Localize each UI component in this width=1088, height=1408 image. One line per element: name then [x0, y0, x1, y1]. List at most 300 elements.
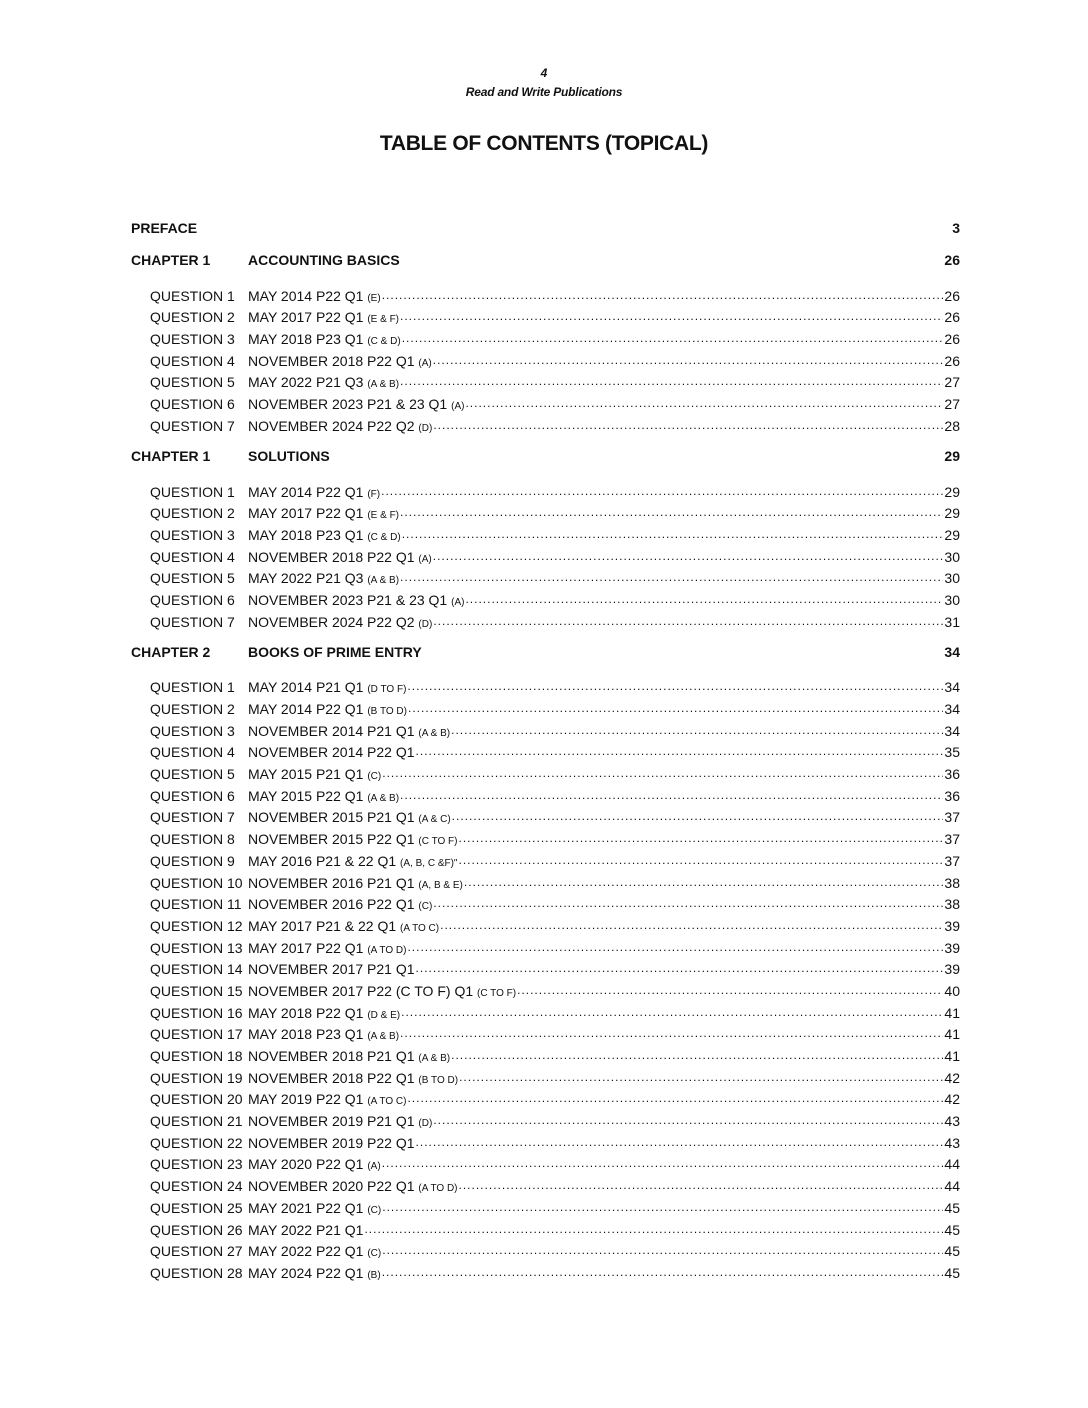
dot-leader: [459, 1178, 944, 1194]
question-page: 36: [944, 787, 960, 804]
table-of-contents: [131, 218, 960, 1281]
question-title: [248, 309, 399, 325]
question-page: 29: [944, 505, 960, 522]
question-parts: (C & D): [367, 531, 401, 543]
question-number: QUESTION 7: [150, 417, 235, 434]
toc-question-entry[interactable]: [131, 782, 960, 804]
question-source: NOVEMBER 2015 P22 Q1: [248, 831, 415, 848]
question-source: NOVEMBER 2019 P22 Q1: [248, 1134, 415, 1151]
chapter-name: ACCOUNTING BASICS: [248, 252, 400, 268]
question-number: QUESTION 9: [150, 852, 235, 869]
question-page: 43: [944, 1113, 960, 1130]
question-number: QUESTION 12: [150, 917, 243, 934]
question-source: MAY 2024 P22 Q1: [248, 1264, 364, 1281]
question-parts: (D): [418, 1118, 433, 1130]
dot-leader: [458, 853, 943, 869]
toc-question-entry[interactable]: [131, 304, 960, 326]
question-source: MAY 2021 P22 Q1: [248, 1199, 364, 1216]
question-page: 41: [944, 1048, 960, 1064]
question-number: QUESTION 13: [150, 939, 243, 956]
question-page: 38: [944, 896, 960, 913]
question-title: [248, 1156, 381, 1172]
question-parts: (A): [367, 1161, 381, 1173]
question-source: MAY 2022 P21 Q1: [248, 1221, 364, 1238]
chapter-page: 34: [944, 643, 960, 660]
chapter-number: CHAPTER 2: [131, 643, 211, 660]
question-source: NOVEMBER 2018 P21 Q1: [248, 1048, 415, 1064]
question-page: 29: [944, 483, 960, 500]
question-number: QUESTION 7: [150, 809, 235, 826]
dot-leader: [400, 374, 943, 390]
toc-question-entry[interactable]: [131, 869, 960, 891]
question-title: [248, 1070, 458, 1086]
question-title: [248, 288, 381, 304]
question-title: [248, 766, 381, 782]
dot-leader: [382, 1243, 943, 1259]
question-number: QUESTION 1: [150, 679, 235, 696]
question-parts: (C TO F): [418, 836, 458, 848]
preface-label: PREFACE: [131, 220, 198, 236]
toc-question-entry[interactable]: [131, 412, 960, 434]
question-source: NOVEMBER 2015 P21 Q1: [248, 809, 415, 826]
question-source: MAY 2022 P22 Q1: [248, 1243, 364, 1260]
question-page: 34: [944, 722, 960, 739]
question-number: QUESTION 3: [150, 331, 235, 348]
question-parts: (E & F): [367, 510, 400, 522]
question-parts: (A TO D): [367, 944, 407, 956]
question-title: [248, 1135, 415, 1151]
dot-leader: [407, 940, 943, 956]
question-page: 26: [944, 309, 960, 326]
question-source: NOVEMBER 2018 P22 Q1: [248, 548, 415, 565]
question-source: MAY 2018 P23 Q1: [248, 1026, 364, 1043]
question-page: 45: [944, 1264, 960, 1281]
question-number: QUESTION 6: [150, 396, 235, 413]
question-source: MAY 2014 P22 Q1: [248, 287, 364, 304]
question-title: [248, 1243, 381, 1259]
question-source: MAY 2022 P21 Q3: [248, 570, 364, 587]
toc-question-entry[interactable]: [131, 565, 960, 587]
question-number: QUESTION 6: [150, 787, 235, 804]
spacer: [131, 630, 960, 642]
question-page: 34: [944, 679, 960, 696]
question-page: 42: [944, 1091, 960, 1108]
dot-leader: [382, 766, 943, 782]
question-parts: (F): [367, 488, 381, 500]
toc-question-entry[interactable]: [131, 804, 960, 826]
question-source: NOVEMBER 2019 P21 Q1: [248, 1113, 415, 1130]
question-page: 42: [944, 1069, 960, 1086]
question-page: 29: [944, 526, 960, 543]
question-title: [248, 918, 439, 934]
toc-question-entry[interactable]: [131, 521, 960, 543]
question-title: [248, 744, 415, 760]
question-title: [248, 614, 432, 630]
preface-page: 3: [952, 220, 960, 236]
question-number: QUESTION 1: [150, 483, 235, 500]
spacer: [131, 662, 960, 674]
question-number: QUESTION 15: [150, 982, 243, 999]
toc-question-entry[interactable]: [131, 347, 960, 369]
question-page: 39: [944, 939, 960, 956]
question-title: [248, 853, 457, 869]
question-source: MAY 2017 P22 Q1: [248, 939, 364, 956]
question-title: [248, 570, 399, 586]
toc-question-entry[interactable]: [131, 695, 960, 717]
spacer: [131, 466, 960, 478]
question-title: [248, 1178, 458, 1194]
question-page: 44: [944, 1178, 960, 1195]
question-number: QUESTION 6: [150, 591, 235, 608]
question-page: 30: [944, 548, 960, 565]
question-number: QUESTION 25: [150, 1199, 243, 1216]
question-parts: (A TO C): [400, 922, 440, 934]
question-source: NOVEMBER 2017 P22 (C TO F) Q1: [248, 982, 474, 999]
question-page: 34: [944, 701, 960, 717]
dot-leader: [416, 1135, 944, 1151]
toc-question-entry[interactable]: [131, 674, 960, 696]
dot-leader: [433, 1113, 943, 1129]
dot-leader: [433, 353, 944, 369]
question-parts: (A & B): [367, 379, 400, 391]
dot-leader: [381, 484, 943, 500]
question-title: [248, 592, 464, 608]
toc-question-entry[interactable]: [131, 717, 960, 739]
question-number: QUESTION 27: [150, 1243, 243, 1260]
toc-question-entry[interactable]: [131, 390, 960, 412]
dot-leader: [400, 309, 943, 325]
dot-leader: [464, 875, 944, 891]
question-parts: (A): [451, 596, 465, 608]
toc-question-entry[interactable]: [131, 1172, 960, 1194]
question-page: 27: [944, 374, 960, 391]
toc-question-entry[interactable]: [131, 325, 960, 347]
question-number: QUESTION 1: [150, 287, 235, 304]
question-parts: (B TO D): [367, 706, 407, 717]
toc-question-entry[interactable]: [131, 956, 960, 978]
question-page: 45: [944, 1243, 960, 1260]
question-title: [248, 549, 432, 565]
question-number: QUESTION 5: [150, 766, 235, 783]
dot-leader: [407, 1091, 943, 1107]
question-number: QUESTION 11: [150, 896, 242, 913]
question-parts: (A): [418, 357, 432, 369]
question-number: QUESTION 14: [150, 961, 243, 978]
dot-leader: [364, 1222, 943, 1238]
toc-question-entry[interactable]: [131, 543, 960, 565]
question-source: MAY 2015 P21 Q1: [248, 766, 364, 783]
toc-chapter-heading[interactable]: [131, 642, 960, 662]
question-source: MAY 2014 P22 Q1: [248, 701, 364, 717]
toc-question-entry[interactable]: [131, 825, 960, 847]
question-page: 38: [944, 874, 960, 891]
dot-leader: [400, 788, 943, 804]
question-number: QUESTION 4: [150, 744, 235, 761]
question-number: QUESTION 4: [150, 548, 235, 565]
question-parts: (A & B): [367, 792, 400, 804]
question-title: [248, 679, 406, 695]
question-parts: (E): [367, 292, 381, 304]
dot-leader: [402, 527, 944, 543]
dot-leader: [465, 592, 943, 608]
question-page: 27: [944, 396, 960, 413]
question-page: 36: [944, 766, 960, 783]
question-source: NOVEMBER 2024 P22 Q2: [248, 417, 415, 434]
toc-question-entry[interactable]: [131, 586, 960, 608]
question-source: NOVEMBER 2014 P21 Q1: [248, 722, 415, 739]
question-number: QUESTION 8: [150, 831, 235, 848]
question-title: [248, 1265, 381, 1281]
dot-leader: [416, 744, 944, 760]
question-title: [248, 961, 415, 977]
question-parts: (A & B): [418, 1053, 451, 1064]
question-number: QUESTION 5: [150, 374, 235, 391]
question-page: 37: [944, 831, 960, 848]
question-title: [248, 505, 399, 521]
question-source: NOVEMBER 2018 P22 Q1: [248, 1069, 415, 1086]
toc-question-entry[interactable]: [131, 1042, 960, 1064]
question-source: MAY 2014 P22 Q1: [248, 483, 364, 500]
toc-question-entry[interactable]: [131, 1129, 960, 1151]
toc-question-entry[interactable]: [131, 1064, 960, 1086]
toc-chapter-heading[interactable]: [131, 446, 960, 466]
toc-question-entry[interactable]: [131, 934, 960, 956]
question-parts: (C): [367, 1248, 382, 1260]
dot-leader: [402, 331, 944, 347]
dot-leader: [382, 288, 944, 304]
question-page: 37: [944, 809, 960, 826]
toc-question-entry[interactable]: [131, 739, 960, 761]
dot-leader: [465, 396, 943, 412]
chapter-number: CHAPTER 1: [131, 447, 211, 464]
question-number: QUESTION 2: [150, 505, 235, 522]
dot-leader: [517, 983, 943, 999]
question-title: [248, 875, 463, 891]
question-parts: (A & B): [367, 1031, 400, 1043]
question-page: 31: [944, 613, 960, 630]
question-parts: (E & F): [367, 314, 400, 326]
question-source: NOVEMBER 2023 P21 & 23 Q1: [248, 591, 448, 608]
question-title: [248, 1222, 363, 1238]
question-page: 41: [944, 1004, 960, 1021]
toc-question-entry[interactable]: [131, 282, 960, 304]
question-number: QUESTION 7: [150, 613, 235, 630]
question-number: QUESTION 28: [150, 1264, 243, 1281]
chapter-name: SOLUTIONS: [248, 447, 330, 464]
question-source: MAY 2017 P22 Q1: [248, 505, 364, 522]
question-parts: (A TO C): [367, 1096, 407, 1108]
question-source: NOVEMBER 2016 P21 Q1: [248, 874, 415, 891]
question-page: 37: [944, 852, 960, 869]
question-source: MAY 2015 P22 Q1: [248, 787, 364, 804]
question-source: MAY 2020 P22 Q1: [248, 1156, 364, 1173]
question-parts: (C): [418, 901, 433, 913]
toc-question-entry[interactable]: [131, 1086, 960, 1108]
question-page: 43: [944, 1134, 960, 1151]
question-title: [248, 396, 464, 412]
toc-chapter-heading[interactable]: [131, 250, 960, 270]
dot-leader: [382, 1265, 944, 1281]
dot-leader: [416, 961, 944, 977]
question-parts: (A): [451, 401, 465, 413]
question-source: NOVEMBER 2014 P22 Q1: [248, 744, 415, 761]
question-number: QUESTION 22: [150, 1134, 243, 1151]
question-parts: (A & C): [418, 814, 451, 826]
question-number: QUESTION 3: [150, 526, 235, 543]
question-title: [248, 1026, 399, 1042]
question-page: 39: [944, 961, 960, 978]
question-title: [248, 484, 380, 500]
question-source: MAY 2018 P23 Q1: [248, 526, 364, 543]
question-page: 41: [944, 1026, 960, 1043]
question-title: [248, 723, 450, 739]
question-parts: (D): [418, 618, 433, 630]
dot-leader: [440, 918, 943, 934]
question-page: 40: [944, 982, 960, 999]
question-title: [248, 418, 432, 434]
question-number: QUESTION 21: [150, 1113, 243, 1130]
question-number: QUESTION 5: [150, 570, 235, 587]
question-parts: (A TO D): [418, 1183, 458, 1195]
toc-question-entry[interactable]: [131, 977, 960, 999]
question-page: 35: [944, 744, 960, 761]
question-parts: (A, B & E): [418, 879, 463, 891]
toc-question-entry[interactable]: [131, 847, 960, 869]
dot-leader: [382, 1156, 944, 1172]
question-source: MAY 2017 P21 & 22 Q1: [248, 917, 397, 934]
question-page: 45: [944, 1221, 960, 1238]
dot-leader: [400, 505, 943, 521]
question-parts: (D TO F): [367, 684, 407, 696]
question-source: NOVEMBER 2018 P22 Q1: [248, 352, 415, 369]
question-parts: (C): [367, 771, 382, 783]
page-number: 4: [540, 66, 548, 80]
question-page: 45: [944, 1199, 960, 1216]
question-number: QUESTION 17: [150, 1026, 243, 1043]
toc-question-entry[interactable]: [131, 999, 960, 1021]
question-title: [248, 701, 407, 717]
dot-leader: [401, 1005, 943, 1021]
chapter-list: [131, 250, 960, 1281]
toc-question-entry[interactable]: [131, 1216, 960, 1238]
question-source: MAY 2022 P21 Q3: [248, 374, 364, 391]
question-title: [248, 1113, 432, 1129]
question-number: QUESTION 24: [150, 1178, 243, 1195]
question-page: 26: [944, 331, 960, 348]
question-parts: (A, B, C &F)": [400, 857, 458, 869]
toc-question-entry[interactable]: [131, 1151, 960, 1173]
dot-leader: [433, 614, 943, 630]
question-number: QUESTION 2: [150, 309, 235, 326]
question-parts: (A & B): [418, 727, 451, 739]
question-title: [248, 940, 406, 956]
question-page: 39: [944, 917, 960, 934]
question-number: QUESTION 26: [150, 1221, 243, 1238]
question-number: QUESTION 16: [150, 1004, 243, 1021]
toc-question-entry[interactable]: [131, 891, 960, 913]
question-title: [248, 353, 432, 369]
page-title: TABLE OF CONTENTS (TOPICAL): [379, 132, 709, 155]
spacer: [131, 434, 960, 446]
question-title: [248, 788, 399, 804]
toc-question-entry[interactable]: [131, 1238, 960, 1260]
question-title: [248, 1091, 406, 1107]
dot-leader: [433, 549, 944, 565]
toc-question-entry[interactable]: [131, 1194, 960, 1216]
question-source: MAY 2018 P23 Q1: [248, 331, 364, 348]
dot-leader: [451, 1048, 943, 1064]
question-parts: (C TO F): [477, 987, 517, 999]
question-source: NOVEMBER 2016 P22 Q1: [248, 896, 415, 913]
dot-leader: [433, 418, 943, 434]
question-parts: (C): [367, 1204, 382, 1216]
question-title: [248, 374, 399, 390]
toc-question-entry[interactable]: [131, 369, 960, 391]
dot-leader: [382, 1200, 943, 1216]
question-number: QUESTION 20: [150, 1091, 243, 1108]
question-page: 30: [944, 591, 960, 608]
question-parts: (A & B): [367, 575, 400, 587]
question-source: NOVEMBER 2023 P21 & 23 Q1: [248, 396, 448, 413]
question-page: 26: [944, 352, 960, 369]
toc-question-entry[interactable]: [131, 1021, 960, 1043]
publisher-name: Read and Write Publications: [465, 85, 623, 99]
toc-question-entry[interactable]: [131, 608, 960, 630]
question-page: 28: [944, 417, 960, 434]
dot-leader: [400, 570, 943, 586]
dot-leader: [433, 896, 943, 912]
question-parts: (B TO D): [418, 1074, 459, 1086]
question-title: [248, 896, 432, 912]
question-parts: (C & D): [367, 336, 401, 348]
question-number: QUESTION 19: [150, 1069, 243, 1086]
spacer: [131, 270, 960, 282]
question-source: MAY 2014 P21 Q1: [248, 679, 364, 696]
toc-question-entry[interactable]: [131, 760, 960, 782]
question-source: MAY 2019 P22 Q1: [248, 1091, 364, 1108]
question-parts: (B): [367, 1269, 381, 1281]
question-title: [248, 331, 401, 347]
chapter-number: CHAPTER 1: [131, 252, 211, 268]
question-number: QUESTION 18: [150, 1048, 243, 1064]
chapter-page: 29: [944, 447, 960, 464]
dot-leader: [400, 1026, 943, 1042]
toc-question-entry[interactable]: [131, 1107, 960, 1129]
question-title: [248, 809, 451, 825]
chapter-name: BOOKS OF PRIME ENTRY: [248, 643, 422, 660]
question-number: QUESTION 10: [150, 874, 243, 891]
toc-question-entry[interactable]: [131, 500, 960, 522]
question-title: [248, 1005, 400, 1021]
toc-question-entry[interactable]: [131, 912, 960, 934]
toc-question-entry[interactable]: [131, 1259, 960, 1281]
question-title: [248, 527, 401, 543]
question-page: 44: [944, 1156, 960, 1173]
question-number: QUESTION 2: [150, 701, 235, 717]
dot-leader: [407, 679, 943, 695]
toc-preface-entry[interactable]: [131, 218, 960, 238]
question-source: NOVEMBER 2024 P22 Q2: [248, 613, 415, 630]
question-number: QUESTION 23: [150, 1156, 243, 1173]
question-page: 26: [944, 287, 960, 304]
question-source: MAY 2018 P22 Q1: [248, 1004, 364, 1021]
dot-leader: [408, 701, 943, 717]
dot-leader: [451, 723, 943, 739]
question-title: [248, 983, 516, 999]
toc-question-entry[interactable]: [131, 478, 960, 500]
question-parts: (D & E): [367, 1009, 401, 1021]
question-source: MAY 2017 P22 Q1: [248, 309, 364, 326]
